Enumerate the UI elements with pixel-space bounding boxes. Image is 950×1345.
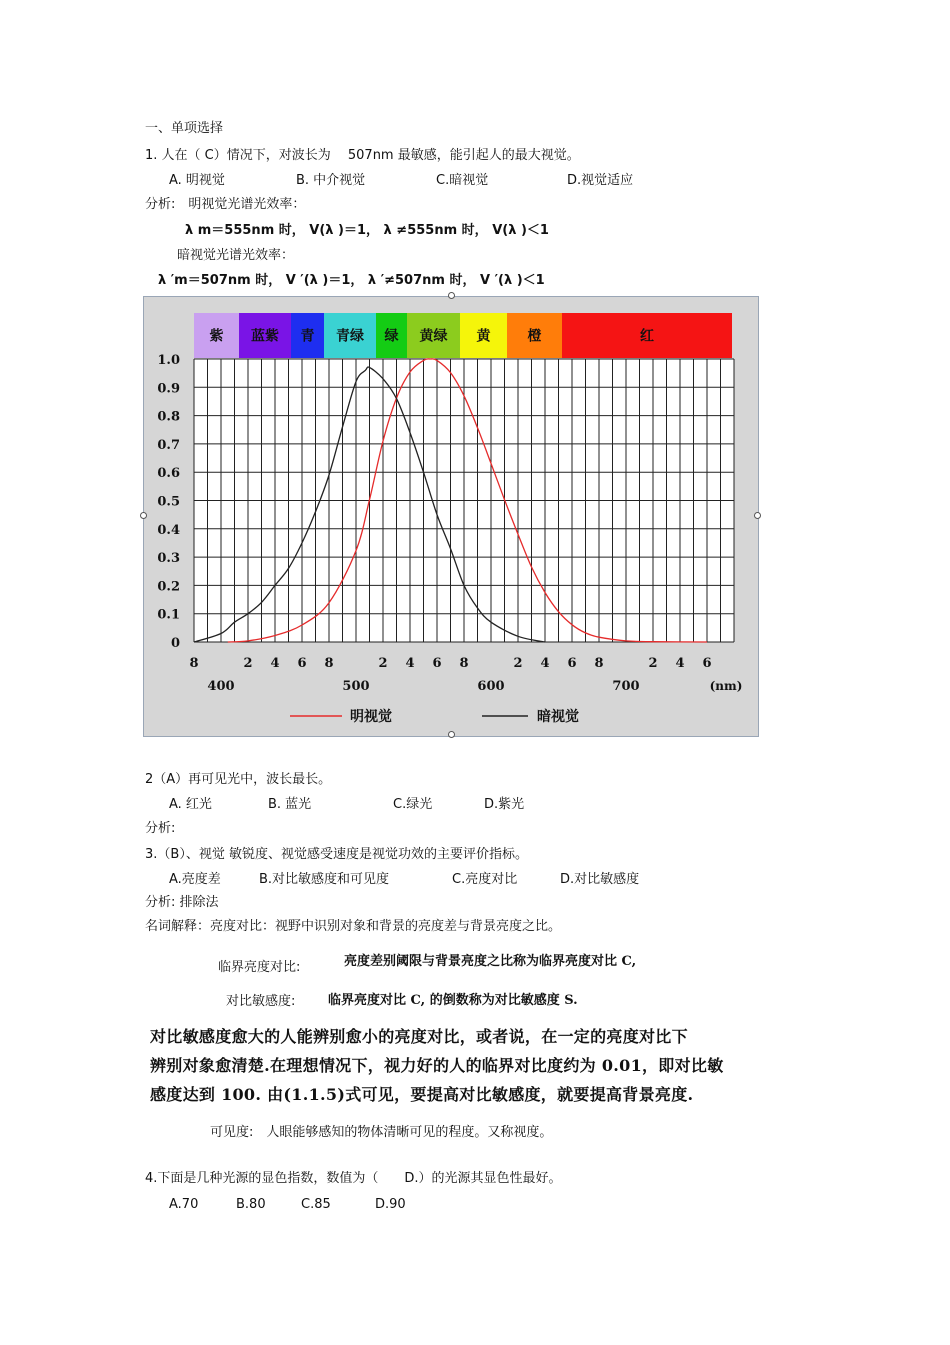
q3-critical-label: 临界亮度对比: [218,960,301,975]
y-tick-label: 0.6 [157,466,180,482]
q2-option-c: C.绿光 [393,797,433,812]
y-tick-label: 0.2 [157,579,180,595]
q4-option-d: D.90 [375,1197,406,1212]
legend-label: 明视觉 [350,709,392,725]
color-band-label: 黄 [476,328,491,345]
y-tick-label: 0.7 [157,437,180,453]
y-tick-label: 0.3 [157,551,180,567]
q2-question: 2（A）再可见光中，波长最长。 [145,772,332,787]
q1-option-c: C.暗视觉 [436,173,489,188]
x-minor-tick-label: 2 [378,656,388,671]
q2-option-b: B. 蓝光 [268,797,312,812]
luminous-efficiency-chart [143,296,759,737]
q3-option-c: C.亮度对比 [452,872,518,887]
y-tick-label: 0.4 [157,522,180,538]
x-minor-tick-label: 4 [540,656,550,671]
q4-option-c: C.85 [301,1197,331,1212]
resize-handle-top[interactable] [448,292,455,299]
x-minor-tick-label: 2 [243,656,253,671]
q3-sensitivity-label: 对比敏感度: [226,994,296,1009]
x-minor-tick-label: 6 [432,656,442,671]
q3-paragraph-line-2: 辨别对象愈清楚.在理想情况下，视力好的人的临界对比度约为 0.01，即对比敏 [150,1056,724,1075]
color-band-label: 黄绿 [419,328,448,345]
q2-option-a: A. 红光 [169,797,212,812]
x-minor-tick-label: 4 [675,656,685,671]
x-major-tick-label: 400 [207,679,235,694]
color-band-label: 红 [640,328,654,345]
x-minor-tick-label: 8 [324,656,334,671]
q1-formula-scotopic: λ ′m＝507nm 时， V ′(λ )＝1， λ ′≠507nm 时， V ′(λ )＜1 [158,273,545,288]
q1-option-a: A. 明视觉 [169,173,225,188]
y-tick-label: 0.1 [157,607,180,623]
q3-analysis-label: 分析: 排除法 [145,895,219,910]
legend-label: 暗视觉 [537,709,579,725]
y-tick-label: 1.0 [157,353,180,368]
color-band-label: 蓝紫 [251,328,279,345]
q3-critical-text: 亮度差别阈限与背景亮度之比称为临界亮度对比 C, [344,954,637,969]
chart-svg [144,297,758,736]
q4-question: 4.下面是几种光源的显色指数，数值为（ D.）的光源其显色性最好。 [145,1171,562,1186]
color-band-label: 青 [300,328,315,345]
q3-term-explanation: 名词解释：亮度对比：视野中识别对象和背景的亮度差与背景亮度之比。 [145,919,562,934]
x-major-tick-label: 500 [342,679,370,694]
resize-handle-bottom[interactable] [448,731,455,738]
color-band-label: 绿 [384,328,399,345]
y-tick-label: 0.9 [157,381,180,397]
q2-analysis-label: 分析: [145,821,176,836]
x-minor-tick-label: 4 [405,656,415,671]
q3-option-b: B.对比敏感度和可见度 [259,872,390,887]
q1-formula-photopic: λ m＝555nm 时， V(λ )＝1， λ ≠555nm 时， V(λ )＜1 [185,223,549,238]
q3-option-d: D.对比敏感度 [560,872,640,887]
q3-paragraph-line-3: 感度达到 100. 由(1.1.5)式可见，要提高对比敏感度，就要提高背景亮度. [150,1085,694,1104]
q1-question: 1. 人在（ C）情况下，对波长为 507nm 最敏感，能引起人的最大视觉。 [145,148,580,163]
resize-handle-left[interactable] [140,512,147,519]
section-title: 一、单项选择 [145,121,224,136]
q3-option-a: A.亮度差 [169,872,221,887]
y-tick-label: 0 [170,636,180,651]
q3-visibility-definition: 可见度: 人眼能够感知的物体清晰可见的程度。又称视度。 [210,1125,553,1140]
q1-option-d: D.视觉适应 [567,173,634,188]
x-major-tick-label: 600 [477,679,505,694]
resize-handle-right[interactable] [754,512,761,519]
x-minor-tick-label: 8 [459,656,469,671]
x-minor-tick-label: 8 [594,656,604,671]
q1-option-b: B. 中介视觉 [296,173,366,188]
color-band-label: 紫 [209,328,224,345]
color-band-label: 橙 [527,328,542,345]
q3-paragraph-line-1: 对比敏感度愈大的人能辨别愈小的亮度对比，或者说，在一定的亮度对比下 [150,1027,688,1046]
q3-question: 3.（B）、视觉 敏锐度、视觉感受速度是视觉功效的主要评价指标。 [145,847,528,862]
x-minor-tick-label: 8 [189,656,199,671]
x-minor-tick-label: 2 [513,656,523,671]
y-tick-label: 0.8 [157,409,180,425]
q3-sensitivity-text: 临界亮度对比 C, 的倒数称为对比敏感度 S. [328,993,578,1008]
x-minor-tick-label: 6 [702,656,712,671]
x-minor-tick-label: 2 [648,656,658,671]
q2-option-d: D.紫光 [484,797,525,812]
x-minor-tick-label: 6 [567,656,577,671]
x-minor-tick-label: 4 [270,656,280,671]
x-major-tick-label: 700 [612,679,640,694]
q4-option-a: A.70 [169,1197,199,1212]
x-minor-tick-label: 6 [297,656,307,671]
x-unit-label: (nm) [709,679,743,693]
q4-option-b: B.80 [236,1197,266,1212]
color-band-label: 青绿 [336,328,364,345]
y-tick-label: 0.5 [157,494,180,510]
q1-analysis-label: 分析: 明视觉光谱光效率： [145,197,306,212]
q1-dark-label: 暗视觉光谱光效率： [177,248,295,263]
